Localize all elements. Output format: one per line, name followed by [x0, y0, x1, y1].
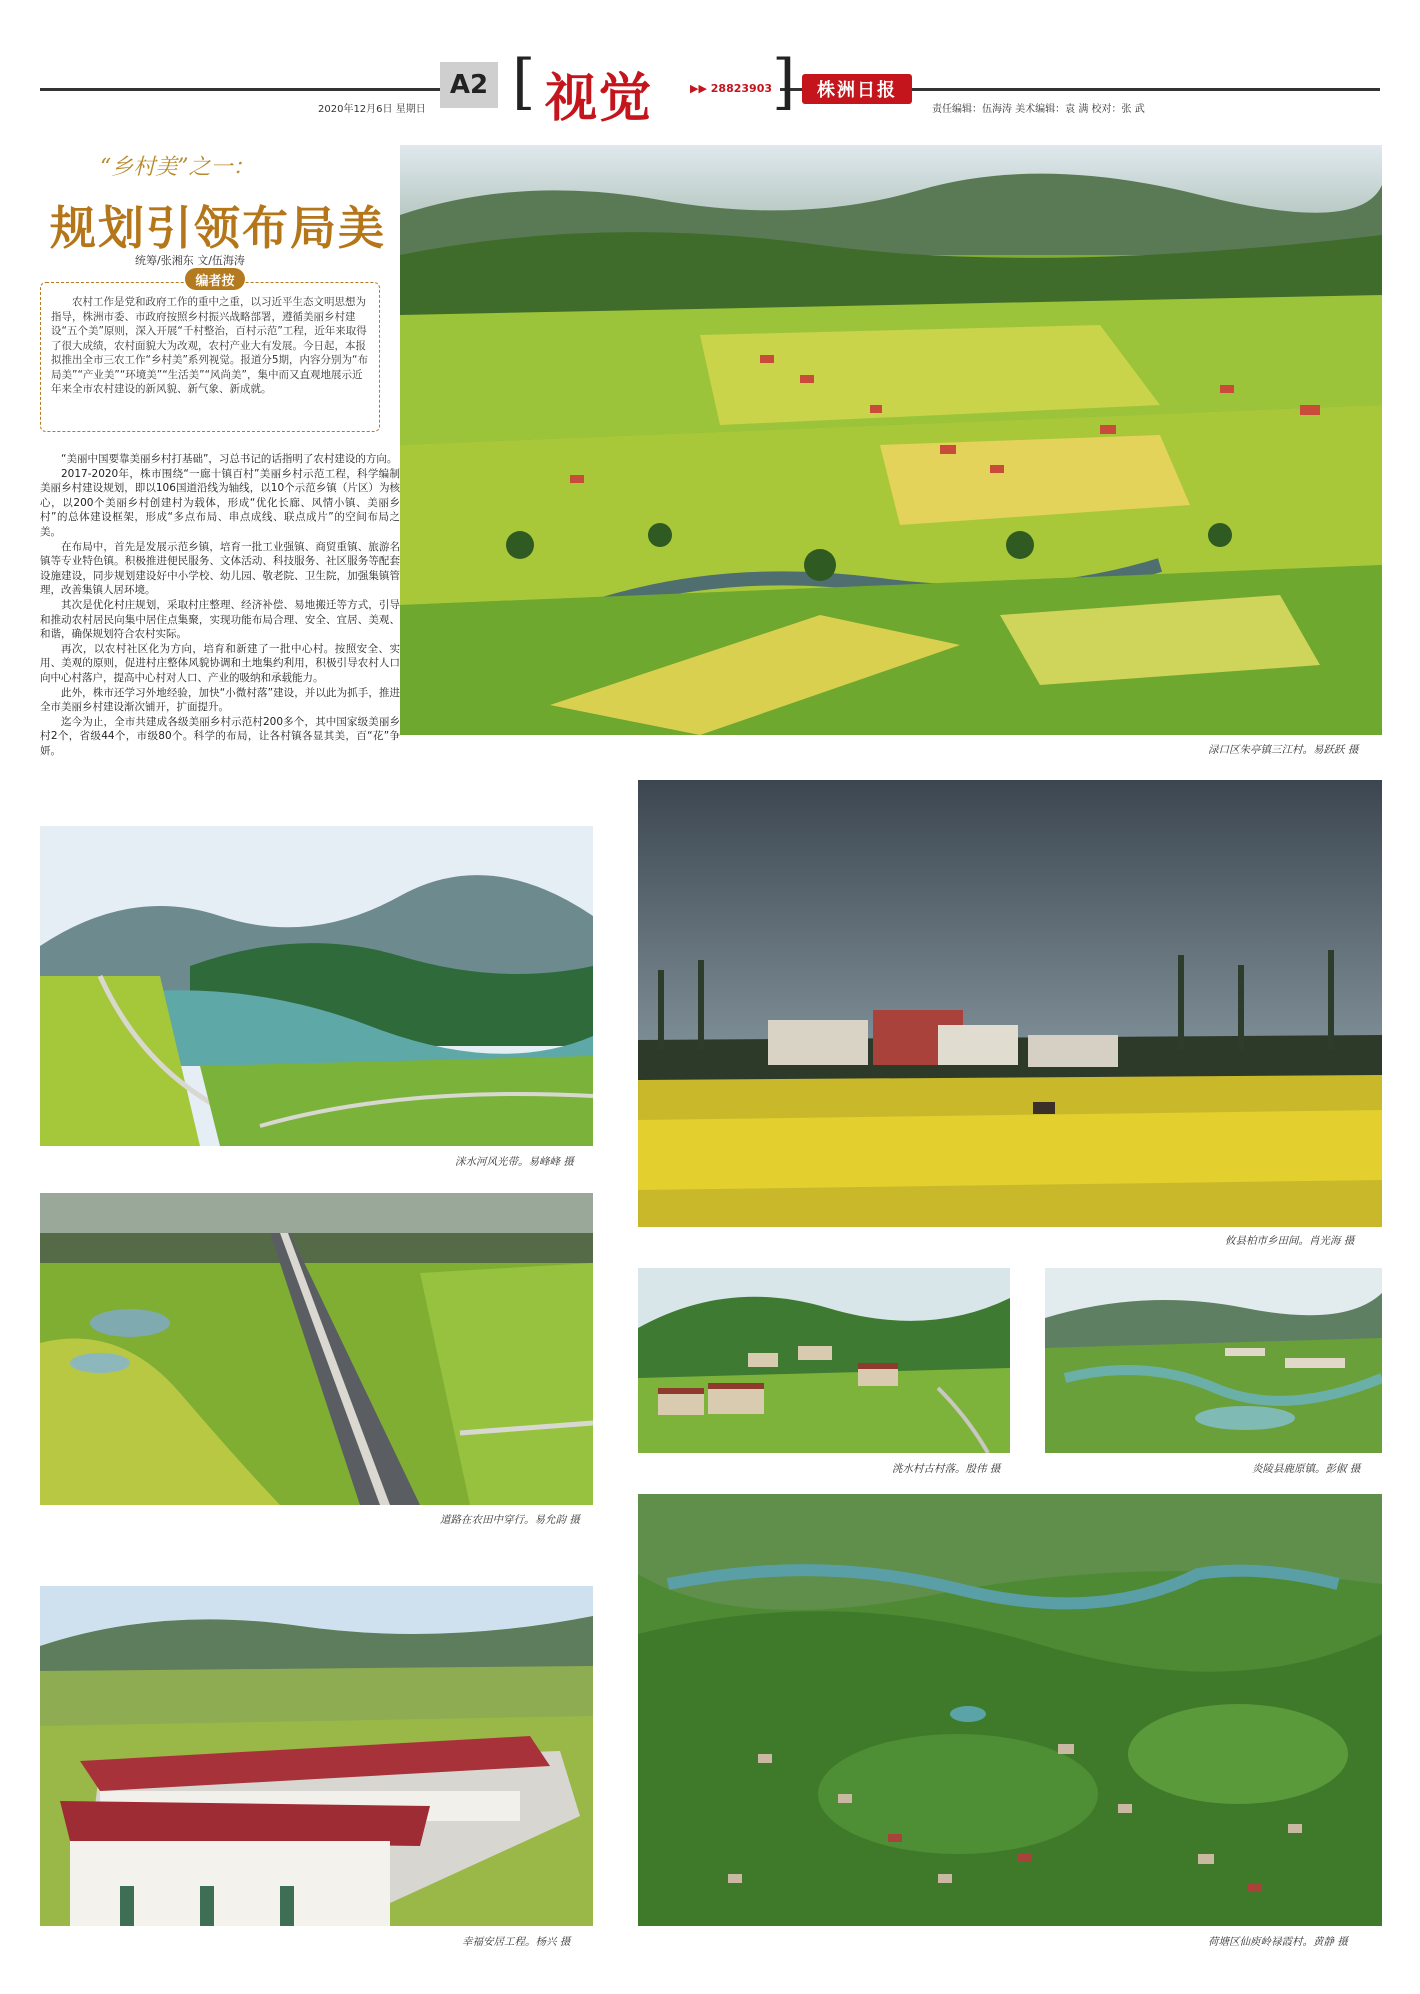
hotline-number: 28823903 [710, 82, 772, 95]
photo-housing-project [40, 1586, 593, 1926]
caption: 洣水河风光带。易峰峰 摄 [455, 1156, 574, 1168]
photo-luxia-village [638, 1494, 1382, 1926]
editor-credits: 责任编辑：伍海涛 美术编辑：袁 满 校对：张 武 [932, 104, 1145, 115]
paragraph: 迄今为止，全市共建成各级美丽乡村示范村200多个，其中国家级美丽乡村2个，省级44个，市级80个。科学的布局，让各村镇各显其美，百“花”争妍。 [40, 715, 400, 757]
paragraph: 此外，株市还学习外地经验，加快“小微村落”建设，并以此为抓手，推进全市美丽乡村建设渐次铺开，扩面提升。 [40, 686, 400, 714]
section-title: 视觉 [545, 68, 654, 129]
arrow-icon: ▶▶ [690, 82, 707, 95]
issue-date: 2020年12月6日 星期日 [318, 104, 426, 115]
caption: 洮水村古村落。殷伟 摄 [892, 1463, 1001, 1475]
article-body [40, 452, 400, 758]
paragraph: 其次是优化村庄规划，采取村庄整理、经济补偿、易地搬迁等方式，引导和推动农村居民向集中居住点集聚，实现功能布局合理、安全、宜居、美观、和谐，确保规划符合农村实际。 [40, 598, 400, 641]
header-rule-left [40, 88, 440, 91]
photo-mishui-river [40, 826, 593, 1146]
bracket-left: [ [512, 47, 536, 117]
bracket-right: ] [772, 47, 796, 117]
editor-note-badge: 编者按 [185, 268, 245, 290]
hotline [690, 82, 772, 95]
byline: 统筹/张湘东 文/伍海涛 [135, 254, 245, 267]
photo-luyuan-town [1045, 1268, 1382, 1453]
photo-taoshui-village [638, 1268, 1010, 1453]
photo-highway-fields [40, 1193, 593, 1505]
series-kicker: “乡村美”之一： [100, 155, 255, 180]
paragraph: “美丽中国要靠美丽乡村打基础”，习总书记的话指明了农村建设的方向。 [61, 453, 398, 465]
caption: 炎陵县鹿原镇。彭俶 摄 [1252, 1463, 1361, 1475]
paragraph: 再次，以农村社区化为方向，培育和新建了一批中心村。按照安全、实用、美观的原则，促进村庄整体风貌协调和土地集约利用，积极引导农村人口向中心村落户，提高中心村对人口、产业的吸纳和承载能力。 [40, 642, 400, 684]
caption: 道路在农田中穿行。易允韵 摄 [440, 1514, 580, 1526]
caption: 荷塘区仙庾岭禄霞村。黄静 摄 [1208, 1936, 1348, 1948]
caption: 攸县柏市乡田间。肖光海 摄 [1225, 1235, 1355, 1247]
caption: 幸福安居工程。杨兴 摄 [462, 1936, 571, 1948]
paragraph: 2017-2020年，株市围绕“一廊十镇百村”美丽乡村示范工程，科学编制美丽乡村建设规划，即以106国道沿线为轴线，以10个示范乡镇（片区）为核心，以200个美丽乡村创建村为载体，形成“优化长廊、风情小镇、美丽乡村”的总体建设框架，形成“多点布局、串点成线、联点成片”的空间布局之美。 [40, 467, 400, 538]
page-number: A2 [440, 62, 498, 108]
paragraph: 在布局中，首先是发展示范乡镇，培育一批工业强镇、商贸重镇、旅游名镇等专业特色镇。积极推进便民服务、文体活动、科技服务、社区服务等配套设施建设，同步规划建设好中小学校、幼儿园、敬老院、卫生院，加强集镇管理，改善集镇人居环境。 [40, 540, 400, 597]
newspaper-logo: 株洲日报 [802, 74, 912, 104]
photo-sanjiang-village [400, 145, 1382, 735]
article-headline: 规划引领布局美 [50, 201, 386, 255]
caption: 渌口区朱亭镇三江村。易跃跃 摄 [1208, 744, 1359, 756]
editor-note: 农村工作是党和政府工作的重中之重，以习近平生态文明思想为指导，株洲市委、市政府按照乡村振兴战略部署，遵循美丽乡村建设“五个美”原则，深入开展“千村整治，百村示范”工程，近年来取得了很大成绩，农村面貌大为改观，农村产业大有发展。今日起，本报拟推出全市三农工作“乡村美”系列视觉。报道分5期，内容分别为“布局美”“产业美”“环境美”“生活美”“风尚美”，集中而又直观地展示近年来全市农村建设的新风貌、新气象、新成就。 [40, 282, 380, 432]
photo-baishi-fields [638, 780, 1382, 1227]
